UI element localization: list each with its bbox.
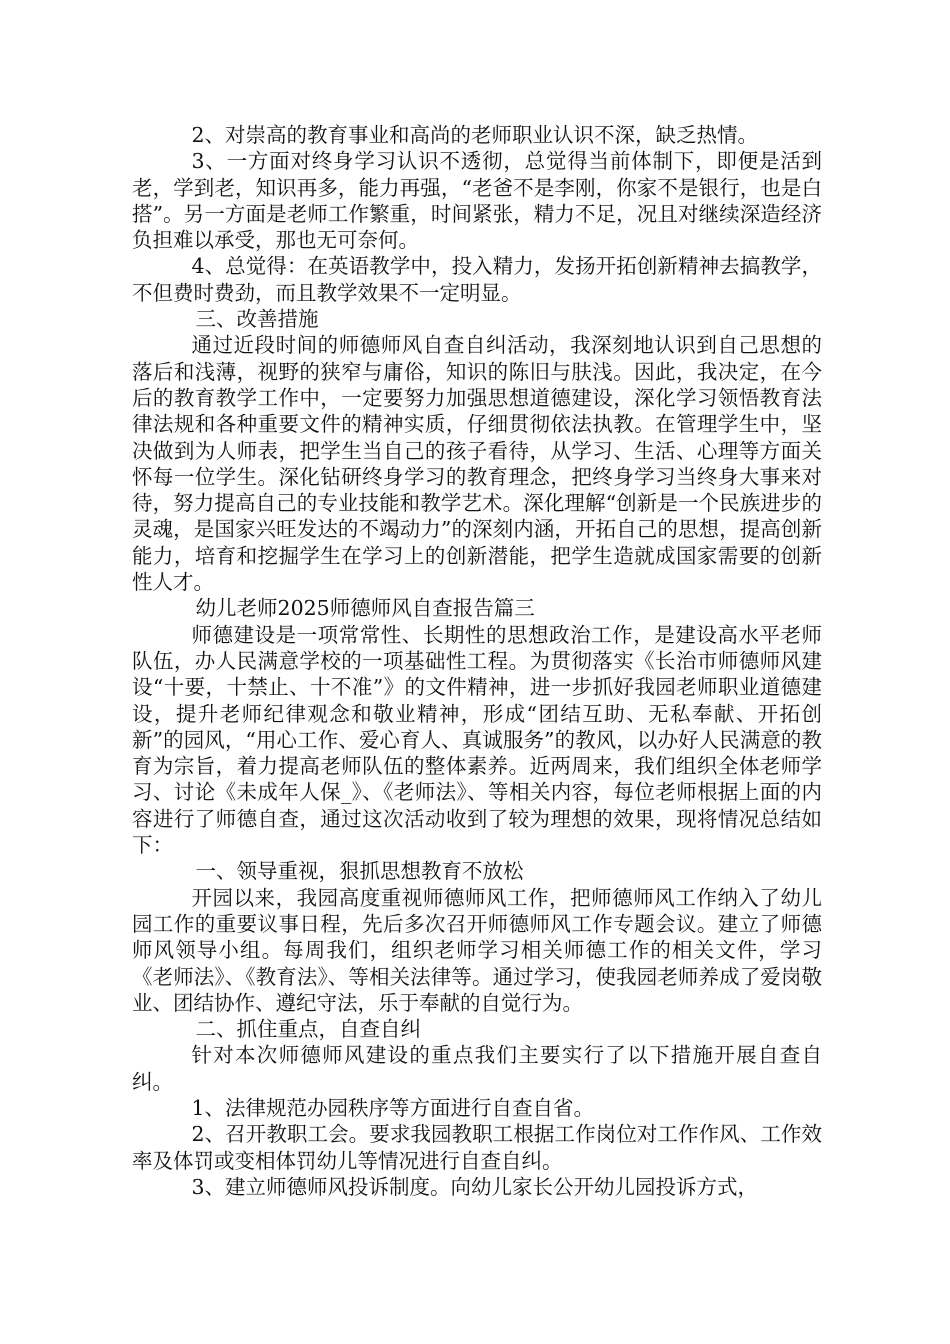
paragraph-item-3: 3、一方面对终身学习认识不透彻，总觉得当前体制下，即便是活到老，学到老，知识再多，能力再强，“老爸不是李刚，你家不是银行，也是白搭”。另一方面是老师工作繁重，时间紧张，精力不足，况且对继续深造经济负担难以承受，那也无可奈何。 [132,149,822,253]
document-body [132,122,822,1200]
paragraph-self-check-intro: 针对本次师德师风建设的重点我们主要实行了以下措施开展自查自纠。 [132,1043,822,1094]
paragraph-self-check-item-1: 1、法律规范办园秩序等方面进行自查自省。 [191,1095,594,1120]
paragraph-improvement-body: 通过近段时间的师德师风自查自纠活动，我深刻地认识到自己思想的落后和浅薄，视野的狭窄与庸俗，知识的陈旧与肤浅。因此，我决定，在今后的教育教学工作中，一定要努力加强思想道德建设，深化学习领悟教育法律法规和各种重要文件的精神实质，仔细贯彻依法执教。在管理学生中，坚决做到为人师表，把学生当自己的孩子看待，从学习、生活、心理等方面关怀每一位学生。深化钻研终身学习的教育理念，把终身学习当终身大事来对待，努力提高自己的专业技能和教学艺术。深化理解“创新是一个民族进步的灵魂，是国家兴旺发达的不竭动力”的深刻内涵，开拓自己的思想，提高创新能力，培育和挖掘学生在学习上的创新潜能，把学生造就成国家需要的创新性人才。 [132,333,822,595]
paragraph-report-intro: 师德建设是一项常常性、长期性的思想政治工作，是建设高水平老师队伍，办人民满意学校的一项基础性工程。为贯彻落实《长治市师德师风建设“十要，十禁止、十不准”》的文件精神，进一步抓好我园老师职业道德建设，提升老师纪律观念和敬业精神，形成“团结互助、无私奉献、开拓创新”的园风，“用心工作、爱心育人、真诚服务”的教风，以办好人民满意的教育为宗旨，着力提高老师队伍的整体素养。近两周来，我们组织全体老师学习、讨论《未成年人保_》、《老师法》、等相关内容，每位老师根据上面的内容进行了师德自查，通过这次活动收到了较为理想的效果，现将情况总结如下： [132,622,822,858]
section-heading-self-check: 二、抓住重点，自查自纠 [195,1017,422,1042]
paragraph-item-2: 2、对崇高的教育事业和高尚的老师职业认识不深，缺乏热情。 [191,123,758,147]
section-heading-report-part-three: 幼儿老师2025师德师风自查报告篇三 [195,596,535,621]
paragraph-leadership-body: 开园以来，我园高度重视师德师风工作，把师德师风工作纳入了幼儿园工作的重要议事日程，先后多次召开师德师风工作专题会议。建立了师德师风领导小组。每周我们，组织老师学习相关师德工作的相关文件，学习《老师法》、《教育法》、等相关法律等。通过学习，使我园老师养成了爱岗敬业、团结协作、遵纪守法，乐于奉献的自觉行为。 [132,885,822,1015]
paragraph-self-check-item-2: 2、召开教职工会。要求我园教职工根据工作岗位对工作作风、工作效率及体罚或变相体罚幼儿等情况进行自查自纠。 [132,1122,822,1173]
paragraph-item-4: 4、总觉得：在英语教学中，投入精力，发扬开拓创新精神去搞教学，不但费时费劲，而且教学效果不一定明显。 [132,254,822,305]
section-heading-leadership: 一、领导重视，狠抓思想教育不放松 [195,859,524,884]
section-heading-improvement: 三、改善措施 [195,307,319,332]
paragraph-self-check-item-3: 3、建立师德师风投诉制度。向幼儿家长公开幼儿园投诉方式， [191,1174,758,1199]
